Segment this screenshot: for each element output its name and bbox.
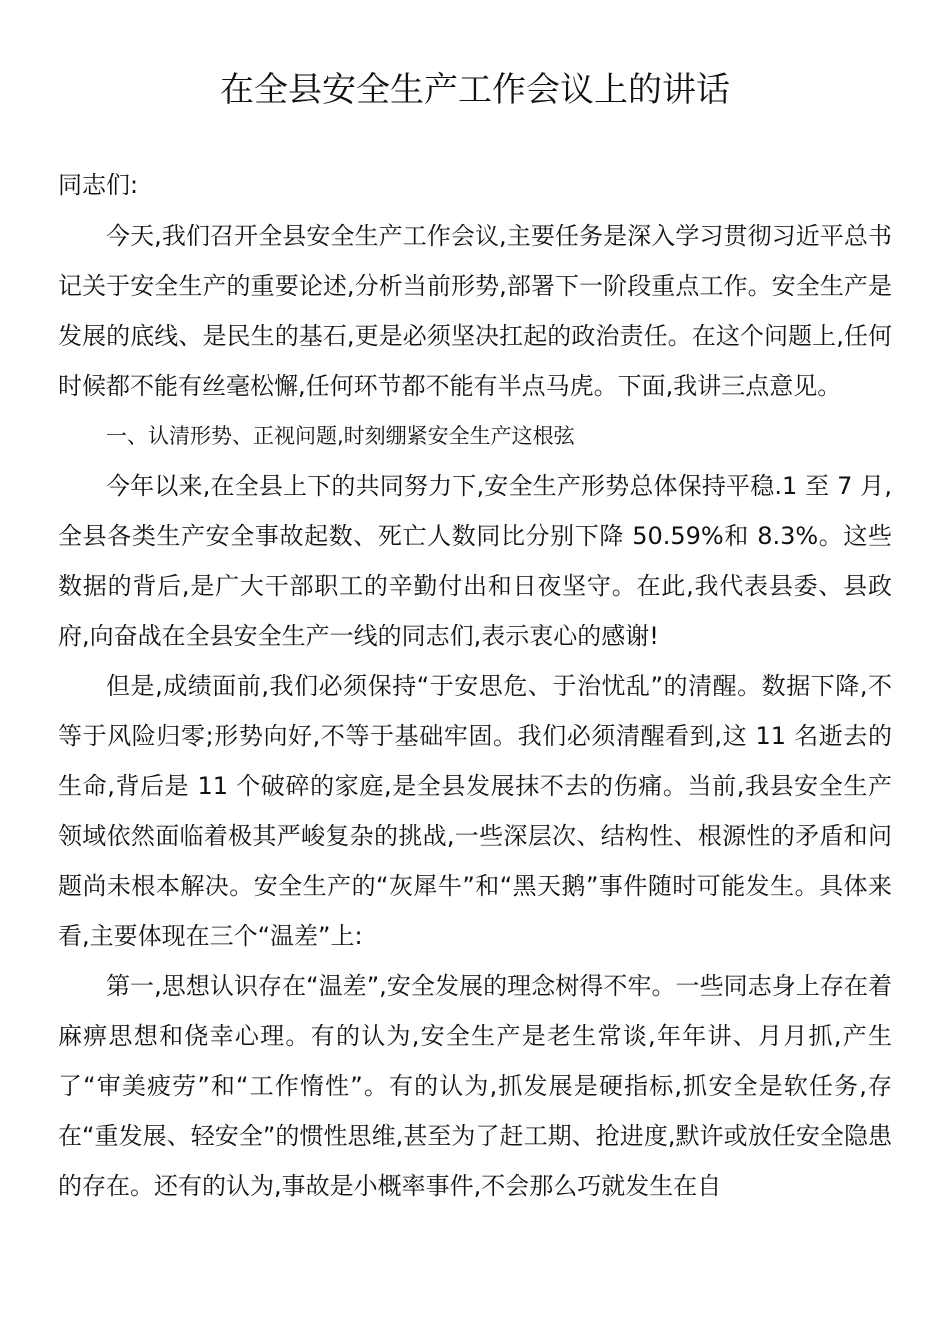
document-title: 在全县安全生产工作会议上的讲话: [220, 70, 730, 110]
section-heading-1: 一、认清形势、正视问题,时刻绷紧安全生产这根弦: [106, 424, 575, 448]
salutation: 同志们:: [58, 171, 139, 199]
paragraph-challenges: 但是,成绩面前,我们必须保持“于安思危、于治忧乱”的清醒。数据下降,不等于风险归零;形势向好,不等于基础牢固。我们必须清醒看到,这 11 名逝去的生命,背后是 11 个破碎的家庭,是全县发展抹不去的伤痛。当前,我县安全生产领域依然面临着极其严峻复杂的挑战,一些深层次、结构性、根源性的矛盾和问题尚未根本解决。安全生产的“灰犀牛”和“黑天鹅”事件随时可能发生。具体来看,主要体现在三个“温差”上:: [58, 672, 892, 950]
document-body: [58, 165, 892, 1211]
intro-paragraph: 今天,我们召开全县安全生产工作会议,主要任务是深入学习贯彻习近平总书记关于安全生产的重要论述,分析当前形势,部署下一阶段重点工作。安全生产是发展的底线、是民生的基石,更是必须坚决扛起的政治责任。在这个问题上,任何时候都不能有丝毫松懈,任何环节都不能有半点马虎。下面,我讲三点意见。: [58, 222, 892, 400]
paragraph-first-gap: 第一,思想认识存在“温差”,安全发展的理念树得不牢。一些同志身上存在着麻痹思想和侥幸心理。有的认为,安全生产是老生常谈,年年讲、月月抓,产生了“审美疲劳”和“工作惰性”。有的认为,抓发展是硬指标,抓安全是软任务,存在“重发展、轻安全”的惯性思维,甚至为了赶工期、抢进度,默许或放任安全隐患的存在。还有的认为,事故是小概率事件,不会那么巧就发生在自: [58, 972, 892, 1200]
paragraph-achievements: 今年以来,在全县上下的共同努力下,安全生产形势总体保持平稳.1 至 7 月,全县各类生产安全事故起数、死亡人数同比分别下降 50.59%和 8.3%。这些数据的背后,是广大干部职工的辛勤付出和日夜坚守。在此,我代表县委、县政府,向奋战在全县安全生产一线的同志们,表示衷心的感谢!: [58, 472, 892, 650]
